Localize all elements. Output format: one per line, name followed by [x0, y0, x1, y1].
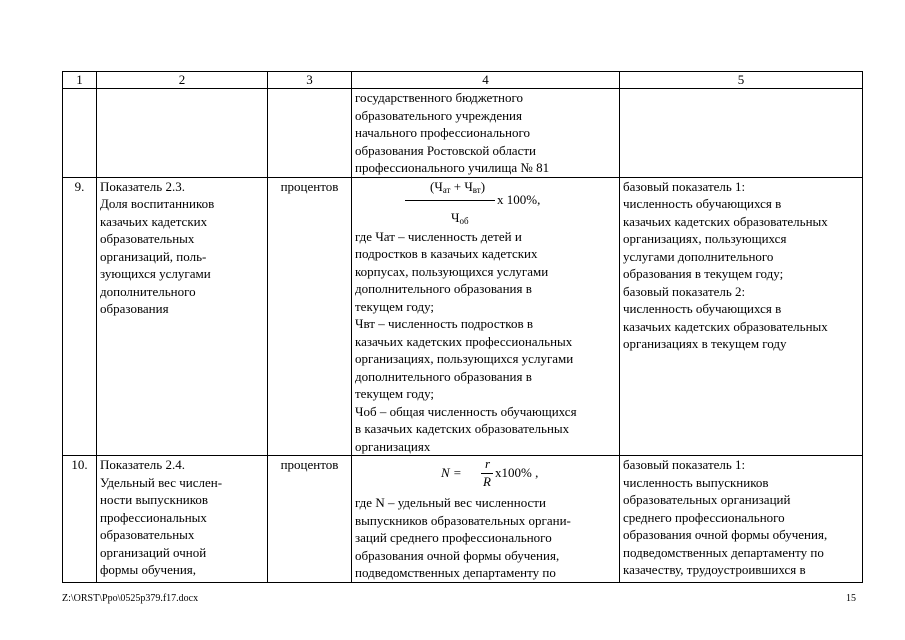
table-header-row [63, 72, 863, 89]
row10-base-line: подведомственных департаменту по [623, 544, 824, 560]
row9-desc-line: текущем году; [355, 386, 435, 401]
row10-formula-rhs: x100% , [495, 465, 539, 480]
row10-unit: процентов [268, 456, 352, 583]
row9-name-line: образовательных [100, 231, 195, 246]
row9-desc-line: текущем году; [355, 298, 435, 314]
row9-desc-line: подростков в казачьих кадетских [355, 246, 538, 261]
row10-desc-line: выпускников образовательных органи- [355, 512, 571, 528]
row9-desc-line: организациях [355, 438, 431, 454]
header-col-4: 4 [352, 72, 620, 89]
row10-formula [355, 456, 616, 494]
row9-base-line: численность обучающихся в [623, 196, 782, 211]
row9-base-line: базовый показатель 1: [623, 178, 746, 194]
row10-name-line: Удельный вес числен- [100, 474, 223, 490]
table-row-continuation [63, 89, 863, 178]
row9-base-line: численность обучающихся в [623, 301, 782, 316]
header-col-3: 3 [268, 72, 352, 89]
table-row-9 [63, 177, 863, 456]
row10-base-line: образования очной формы обучения, [623, 527, 828, 542]
row10-desc-line: заций среднего профессионального [355, 530, 552, 545]
header-col-2: 2 [97, 72, 268, 89]
row10-num: 10. [63, 456, 97, 583]
row10-base-line: среднего профессионального [623, 509, 785, 525]
row10-name-line: Показатель 2.4. [100, 457, 185, 472]
row9-formula-multiplier: x 100%, [497, 191, 541, 207]
table-row-10 [63, 456, 863, 583]
row10-desc-line: где N – удельный вес численности [355, 495, 546, 510]
row10-name-cell [97, 456, 268, 583]
row9-unit: процентов [268, 177, 352, 456]
row10-base-line: численность выпускников [623, 474, 769, 490]
row9-base-cell [620, 177, 863, 456]
row10-formula-numerator: r [485, 456, 491, 471]
row9-desc-line: дополнительного образования в [355, 281, 532, 296]
row10-desc-line: образования очной формы обучения, [355, 547, 560, 563]
document-table [62, 71, 863, 583]
row10-name-line: образовательных [100, 527, 195, 542]
row9-name-line: казачьих кадетских [100, 213, 208, 229]
header-col-5: 5 [620, 72, 863, 89]
row10-formula-lhs: N = [441, 465, 462, 480]
row9-base-line: казачьих кадетских образовательных [623, 213, 828, 229]
row9-desc-line: организациях, пользующихся услугами [355, 351, 574, 366]
row9-desc-line: дополнительного образования в [355, 368, 532, 384]
row10-base-line: казачеству, трудоустроившихся в [623, 562, 806, 577]
cont-num-cell [63, 89, 97, 178]
row9-desc-line: Чвт – численность подростков в [355, 316, 533, 331]
row10-formula-denominator: R [483, 474, 491, 489]
row9-base-line: базовый показатель 2: [623, 283, 746, 299]
row10-base-cell [620, 456, 863, 583]
row9-base-line: образования в текущем году; [623, 266, 784, 281]
cont-line: образования Ростовской области [355, 142, 536, 158]
row9-base-line: услугами дополнительного [623, 248, 774, 264]
footer-file-path: Z:\ORST\Ppo\0525p379.f17.docx [62, 593, 199, 604]
cont-unit-cell [268, 89, 352, 178]
row9-desc-line: где Чат – численность детей и [355, 228, 522, 244]
header-col-1: 1 [63, 72, 97, 89]
row9-base-line: казачьих кадетских образовательных [623, 318, 828, 334]
row10-base-line: образовательных организаций [623, 492, 791, 507]
cont-line: образовательного учреждения [355, 107, 522, 123]
row10-name-line: профессиональных [100, 509, 207, 525]
row9-formula-cell [352, 177, 620, 456]
row9-formula [355, 178, 616, 228]
row10-desc-line: подведомственных департаменту по [355, 565, 556, 580]
row10-name-line: ности выпускников [100, 492, 209, 507]
row10-formula-cell [352, 456, 620, 583]
footer-page-number: 15 [846, 593, 856, 604]
row9-num: 9. [63, 177, 97, 456]
row9-name-line: организаций, поль- [100, 248, 207, 264]
row10-base-line: базовый показатель 1: [623, 457, 746, 472]
cont-base-cell [620, 89, 863, 178]
row9-base-line: организациях, пользующихся [623, 231, 787, 246]
row9-desc-line: казачьих кадетских профессиональных [355, 333, 573, 349]
row9-formula-numerator: $(Ч_{ат} + Ч_{вт})$ [430, 178, 486, 195]
row10-name-line: формы обучения, [100, 562, 197, 577]
row9-desc-line: корпусах, пользующихся услугами [355, 263, 549, 279]
row9-name-cell [97, 177, 268, 456]
row9-name-line: Доля воспитанников [100, 196, 215, 211]
row9-desc-line: в казачьих кадетских образовательных [355, 421, 570, 436]
row9-formula-denominator: $Ч_{об}$ [451, 209, 469, 226]
cont-line: профессионального училища № 81 [355, 160, 550, 175]
cont-formula-cell [352, 89, 620, 178]
cont-name-cell [97, 89, 268, 178]
row9-name-line: зующихся услугами [100, 266, 211, 281]
row10-name-line: организаций очной [100, 544, 207, 560]
row9-base-line: организациях в текущем году [623, 336, 787, 351]
cont-line: начального профессионального [355, 125, 530, 140]
row9-name-line: дополнительного [100, 283, 196, 299]
cont-line: государственного бюджетного [355, 90, 523, 105]
row9-name-line: Показатель 2.3. [100, 178, 185, 194]
row9-desc-line: Чоб – общая численность обучающихся [355, 403, 577, 419]
row9-fraction-bar [405, 200, 495, 201]
row9-name-line: образования [100, 301, 169, 316]
